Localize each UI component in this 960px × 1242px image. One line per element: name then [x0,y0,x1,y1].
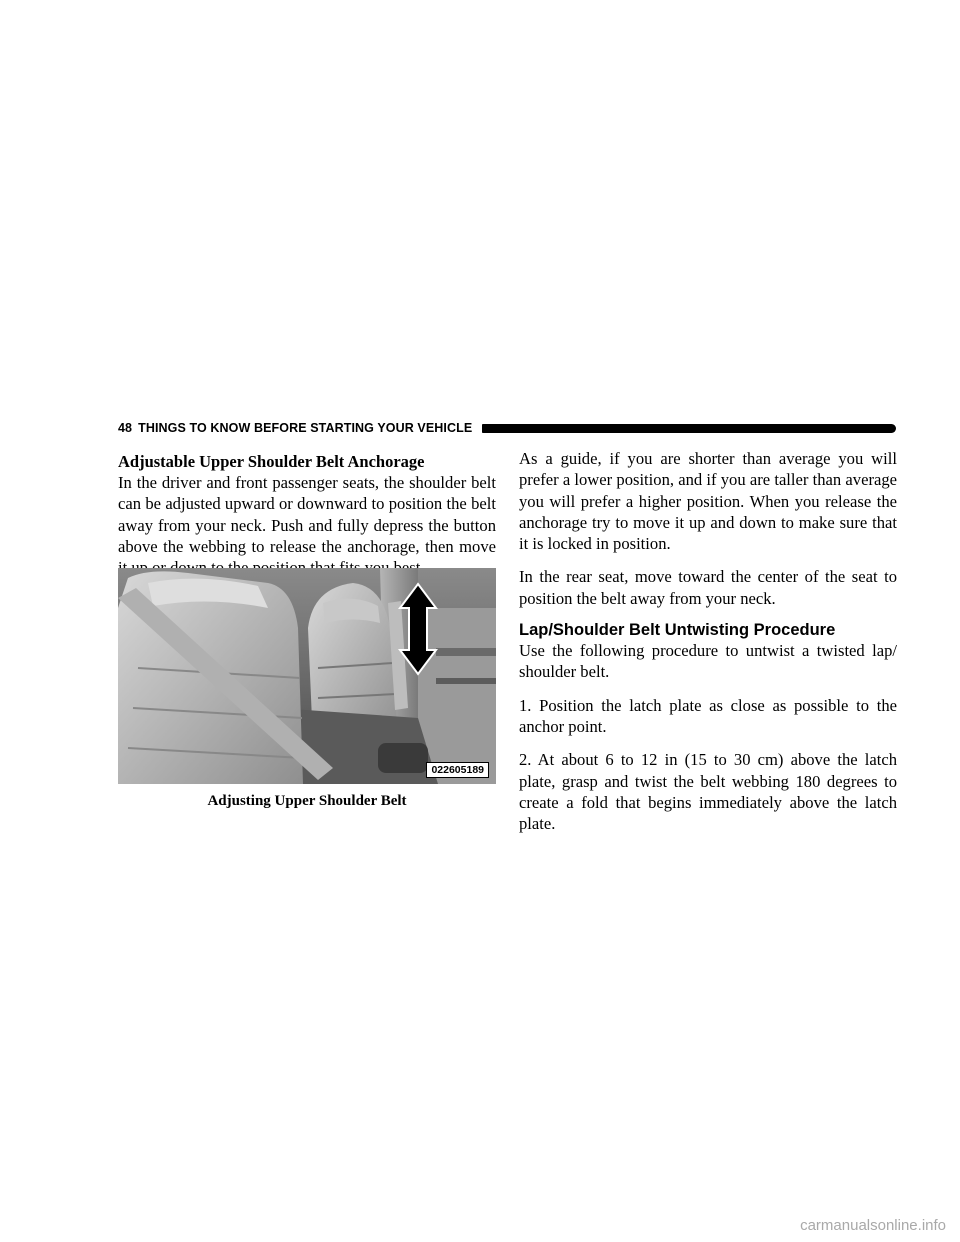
seat-interior-illustration [118,568,496,784]
section-heading-upper-anchorage: Adjustable Upper Shoulder Belt Anchorage [118,452,425,471]
section-title: THINGS TO KNOW BEFORE STARTING YOUR VEHICLE [138,421,473,435]
procedure-intro: Use the following procedure to untwist a twisted lap/ shoulder belt. [519,641,897,682]
seat-belt-figure [118,568,496,784]
section-heading-untwisting: Lap/Shoulder Belt Untwisting Procedure [519,621,836,640]
procedure-step-2: 2. At about 6 to 12 in (15 to 30 cm) above the latch plate, grasp and twist the belt webbing 180 degrees to create a fold that begins immediately above the latch plate. [519,750,897,834]
figure-id-label: 022605189 [426,762,489,778]
figure-caption: Adjusting Upper Shoulder Belt [207,793,407,809]
rear-seat-paragraph: In the rear seat, move toward the center of the seat to position the belt away from your neck. [519,567,897,608]
page-number: 48 [118,421,133,435]
page-header [118,419,896,437]
header-rule [482,424,896,433]
left-column [118,451,496,578]
procedure-step-1: 1. Position the latch plate as close as possible to the anchor point. [519,695,897,736]
right-column [519,448,897,834]
site-watermark[interactable]: carmanualsonline.info [800,1217,946,1234]
guide-paragraph: As a guide, if you are shorter than average you will prefer a lower position, and if you are taller than average you will prefer a higher position. When you release the anchorage try to move it up and down to make sure that it is locked in position. [519,449,897,554]
anchorage-paragraph: In the driver and front passenger seats, the shoulder belt can be adjusted upward or downward to position the belt away from your neck. Push and fully depress the button above the webbing to release the anchorage, then move [118,473,496,556]
